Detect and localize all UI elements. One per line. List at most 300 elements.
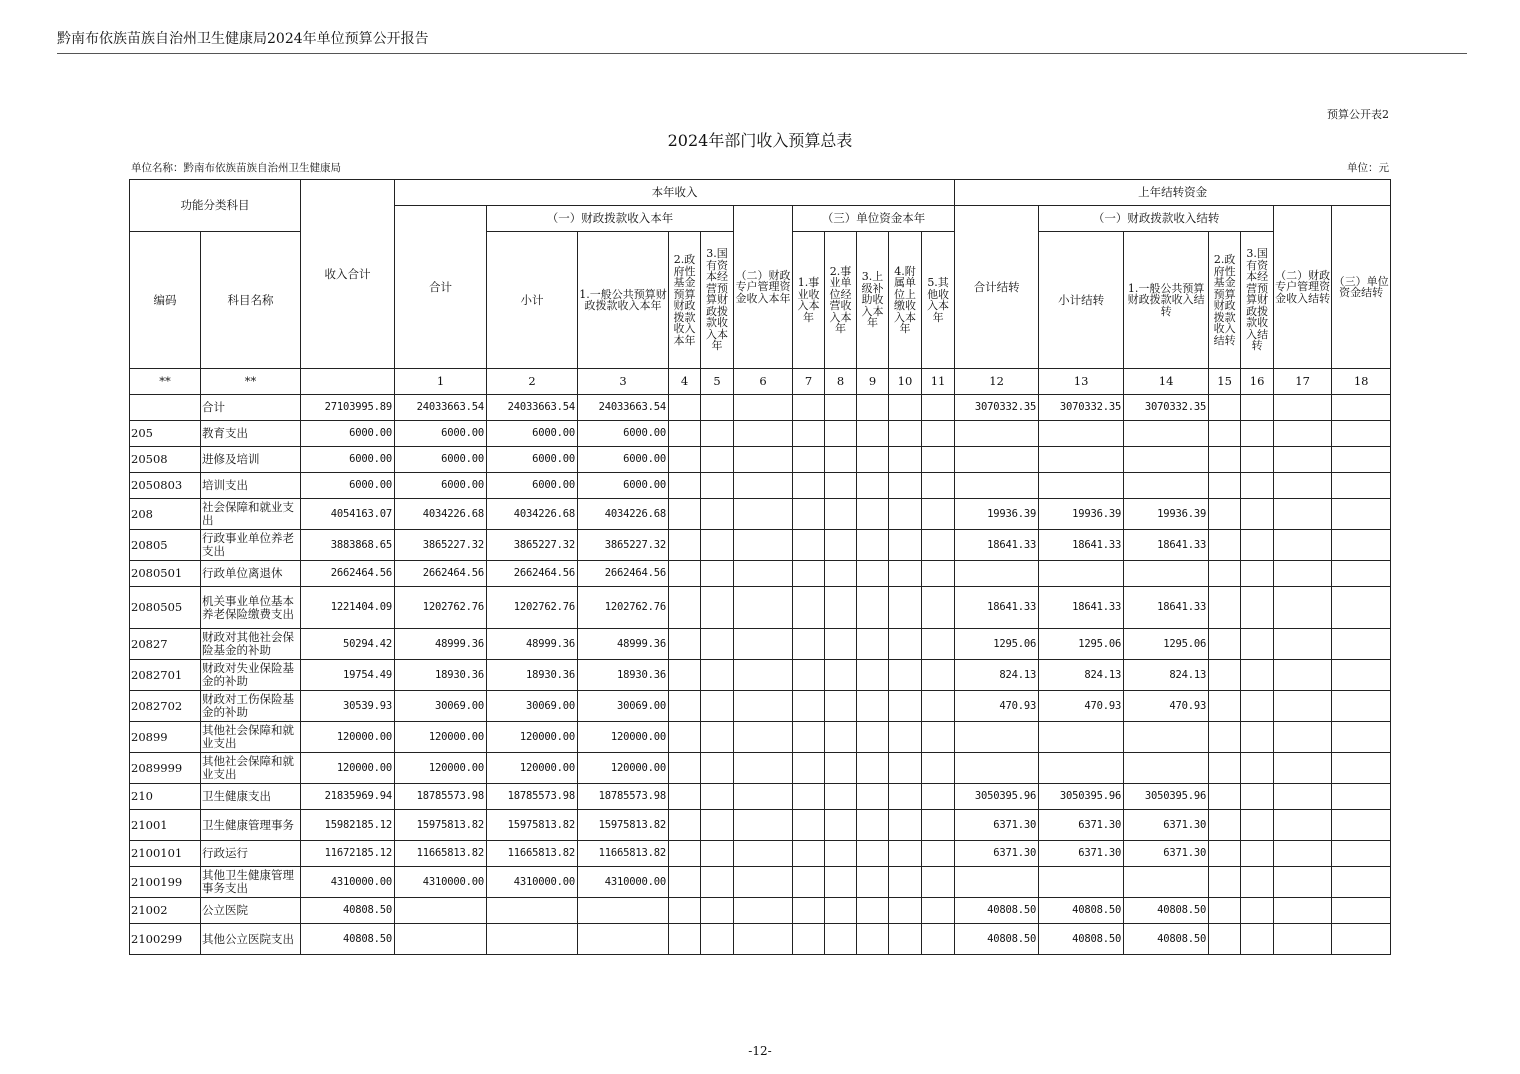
cell-empty (1209, 473, 1241, 499)
cell-empty (1241, 924, 1274, 955)
cell-cy-subtotal: 2662464.56 (487, 561, 578, 587)
cell-empty (669, 421, 701, 447)
cell-co-subtotal: 470.93 (1039, 691, 1124, 722)
cell-code: 2082701 (130, 660, 201, 691)
cell-cy-general: 48999.36 (578, 629, 669, 660)
cell-empty (1274, 530, 1332, 561)
cell-income-total: 11672185.12 (301, 841, 395, 867)
cell-empty (701, 447, 734, 473)
cell-empty (889, 924, 922, 955)
header-cy-unit: （三）单位资金本年 (793, 206, 955, 232)
cell-empty (922, 753, 955, 784)
cell-empty (701, 629, 734, 660)
cell-empty (1332, 898, 1391, 924)
cell-co-subtotal: 3050395.96 (1039, 784, 1124, 810)
cell-code: 20899 (130, 722, 201, 753)
cell-empty (922, 841, 955, 867)
cell-empty (889, 561, 922, 587)
cell-co-subtotal: 824.13 (1039, 660, 1124, 691)
cell-empty (889, 499, 922, 530)
cell-empty (701, 473, 734, 499)
header-co-special: （二）财政专户管理资金收入结转 (1274, 206, 1332, 369)
cell-empty (734, 421, 793, 447)
cell-empty (734, 561, 793, 587)
cell-cy-subtotal: 6000.00 (487, 473, 578, 499)
cell-cy-general: 2662464.56 (578, 561, 669, 587)
cell-empty (734, 784, 793, 810)
cell-code: 2082702 (130, 691, 201, 722)
cell-co-general (1124, 421, 1209, 447)
cell-income-total: 40808.50 (301, 924, 395, 955)
cell-empty (1241, 530, 1274, 561)
cell-cy-total: 4310000.00 (395, 867, 487, 898)
cell-empty (1274, 898, 1332, 924)
table-row (130, 924, 1391, 955)
cell-co-subtotal: 1295.06 (1039, 629, 1124, 660)
cell-empty (1332, 447, 1391, 473)
cell-cy-subtotal: 48999.36 (487, 629, 578, 660)
cell-empty (1332, 691, 1391, 722)
header-cy-unit-2: 2.事业单位经营收入本年 (825, 232, 857, 369)
cell-empty (669, 561, 701, 587)
header-func-category: 功能分类科目 (130, 180, 301, 232)
cell-empty (1241, 499, 1274, 530)
cell-empty (825, 722, 857, 753)
cell-empty (1209, 421, 1241, 447)
cell-empty (922, 691, 955, 722)
cell-empty (1241, 561, 1274, 587)
cell-cy-subtotal: 4034226.68 (487, 499, 578, 530)
cell-empty (825, 629, 857, 660)
index-cell: 8 (825, 369, 857, 395)
cell-code: 20827 (130, 629, 201, 660)
cell-co-subtotal: 40808.50 (1039, 898, 1124, 924)
cell-co-total (955, 722, 1039, 753)
cell-empty (1274, 924, 1332, 955)
cell-empty (889, 447, 922, 473)
table-number: 预算公开表2 (1327, 108, 1389, 121)
cell-cy-total: 30069.00 (395, 691, 487, 722)
cell-name: 行政运行 (201, 841, 301, 867)
cell-empty (793, 561, 825, 587)
cell-empty (1241, 691, 1274, 722)
cell-empty (1332, 753, 1391, 784)
cell-empty (734, 753, 793, 784)
cell-co-general (1124, 722, 1209, 753)
cell-empty (1241, 784, 1274, 810)
cell-empty (889, 629, 922, 660)
table-row (130, 499, 1391, 530)
cell-empty (857, 629, 889, 660)
cell-cy-total (395, 898, 487, 924)
cell-name: 教育支出 (201, 421, 301, 447)
cell-co-subtotal: 19936.39 (1039, 499, 1124, 530)
cell-empty (701, 810, 734, 841)
cell-empty (793, 784, 825, 810)
cell-code (130, 395, 201, 421)
cell-co-total (955, 473, 1039, 499)
cell-co-general (1124, 753, 1209, 784)
cell-empty (1332, 530, 1391, 561)
cell-empty (1274, 395, 1332, 421)
cell-empty (793, 499, 825, 530)
cell-empty (1241, 867, 1274, 898)
page-number: -12- (748, 1044, 772, 1058)
cell-empty (1209, 753, 1241, 784)
cell-empty (857, 841, 889, 867)
cell-code: 2080501 (130, 561, 201, 587)
cell-empty (734, 867, 793, 898)
cell-co-general: 18641.33 (1124, 530, 1209, 561)
cell-empty (857, 587, 889, 629)
cell-empty (857, 499, 889, 530)
cell-cy-subtotal: 15975813.82 (487, 810, 578, 841)
cell-co-subtotal: 18641.33 (1039, 587, 1124, 629)
cell-empty (1274, 691, 1332, 722)
cell-empty (1274, 629, 1332, 660)
cell-empty (669, 629, 701, 660)
header-co-state-capital: 3.国有资本经营预算财政拨款收入结转 (1241, 232, 1274, 369)
cell-cy-general: 4034226.68 (578, 499, 669, 530)
index-cell: 15 (1209, 369, 1241, 395)
cell-income-total: 4310000.00 (301, 867, 395, 898)
cell-empty (825, 447, 857, 473)
cell-empty (793, 587, 825, 629)
header-cy-general: 1.一般公共预算财政拨款收入本年 (578, 232, 669, 369)
cell-code: 2050803 (130, 473, 201, 499)
cell-code: 205 (130, 421, 201, 447)
cell-cy-general: 15975813.82 (578, 810, 669, 841)
cell-co-total (955, 561, 1039, 587)
cell-cy-subtotal: 30069.00 (487, 691, 578, 722)
cell-cy-subtotal: 4310000.00 (487, 867, 578, 898)
cell-empty (701, 660, 734, 691)
table-row (130, 530, 1391, 561)
cell-empty (1332, 722, 1391, 753)
cell-code: 2089999 (130, 753, 201, 784)
cell-cy-total: 1202762.76 (395, 587, 487, 629)
cell-empty (669, 810, 701, 841)
header-co-total: 合计结转 (955, 206, 1039, 369)
cell-empty (734, 587, 793, 629)
cell-empty (857, 530, 889, 561)
cell-empty (1332, 784, 1391, 810)
cell-empty (1209, 867, 1241, 898)
cell-empty (734, 691, 793, 722)
cell-cy-total: 11665813.82 (395, 841, 487, 867)
cell-income-total: 30539.93 (301, 691, 395, 722)
cell-empty (669, 722, 701, 753)
cell-empty (734, 841, 793, 867)
cell-code: 2080505 (130, 587, 201, 629)
cell-empty (734, 660, 793, 691)
cell-empty (922, 447, 955, 473)
header-cy-subtotal: 小计 (487, 232, 578, 369)
cell-name: 财政对工伤保险基金的补助 (201, 691, 301, 722)
cell-co-general: 824.13 (1124, 660, 1209, 691)
index-cell: 10 (889, 369, 922, 395)
cell-co-total (955, 421, 1039, 447)
cell-empty (1241, 447, 1274, 473)
cell-cy-total (395, 924, 487, 955)
cell-cy-general (578, 898, 669, 924)
index-cell: 2 (487, 369, 578, 395)
cell-empty (889, 722, 922, 753)
cell-empty (857, 395, 889, 421)
cell-empty (1274, 561, 1332, 587)
cell-empty (857, 810, 889, 841)
cell-cy-general: 18930.36 (578, 660, 669, 691)
cell-income-total: 120000.00 (301, 722, 395, 753)
index-cell: 3 (578, 369, 669, 395)
cell-empty (734, 898, 793, 924)
cell-empty (1209, 530, 1241, 561)
header-cy-gov-fund: 2.政府性基金预算财政拨款收入本年 (669, 232, 701, 369)
cell-empty (1274, 447, 1332, 473)
cell-empty (889, 587, 922, 629)
cell-empty (701, 753, 734, 784)
cell-empty (857, 784, 889, 810)
cell-empty (825, 660, 857, 691)
cell-empty (1209, 924, 1241, 955)
cell-empty (1332, 561, 1391, 587)
cell-empty (922, 473, 955, 499)
cell-empty (825, 810, 857, 841)
header-current-year: 本年收入 (395, 180, 955, 206)
cell-empty (701, 530, 734, 561)
cell-empty (793, 629, 825, 660)
cell-empty (825, 924, 857, 955)
cell-empty (669, 499, 701, 530)
cell-empty (1209, 810, 1241, 841)
cell-cy-general: 4310000.00 (578, 867, 669, 898)
table-body (130, 395, 1391, 955)
cell-empty (734, 722, 793, 753)
cell-cy-total: 120000.00 (395, 722, 487, 753)
cell-co-general: 470.93 (1124, 691, 1209, 722)
cell-empty (1274, 867, 1332, 898)
cell-empty (1332, 395, 1391, 421)
cell-income-total: 6000.00 (301, 447, 395, 473)
cell-empty (889, 421, 922, 447)
cell-co-total: 40808.50 (955, 924, 1039, 955)
cell-empty (922, 561, 955, 587)
header-cy-special: （二）财政专户管理资金收入本年 (734, 206, 793, 369)
cell-empty (889, 753, 922, 784)
cell-name: 培训支出 (201, 473, 301, 499)
cell-empty (889, 530, 922, 561)
cell-empty (922, 421, 955, 447)
cell-empty (793, 924, 825, 955)
cell-cy-subtotal: 6000.00 (487, 447, 578, 473)
cell-income-total: 1221404.09 (301, 587, 395, 629)
cell-empty (793, 722, 825, 753)
cell-co-general: 1295.06 (1124, 629, 1209, 660)
cell-cy-general: 6000.00 (578, 473, 669, 499)
cell-co-subtotal (1039, 867, 1124, 898)
cell-empty (1209, 898, 1241, 924)
cell-co-total: 19936.39 (955, 499, 1039, 530)
cell-co-general (1124, 447, 1209, 473)
cell-empty (701, 421, 734, 447)
cell-empty (1332, 421, 1391, 447)
cell-co-general: 6371.30 (1124, 810, 1209, 841)
cell-cy-subtotal: 1202762.76 (487, 587, 578, 629)
cell-empty (889, 691, 922, 722)
cell-empty (701, 841, 734, 867)
cell-empty (1209, 499, 1241, 530)
cell-co-subtotal: 18641.33 (1039, 530, 1124, 561)
cell-empty (734, 810, 793, 841)
cell-code: 20508 (130, 447, 201, 473)
table-row (130, 561, 1391, 587)
table-row (130, 473, 1391, 499)
cell-empty (669, 784, 701, 810)
cell-empty (701, 561, 734, 587)
cell-empty (922, 499, 955, 530)
cell-empty (793, 530, 825, 561)
header-name: 科目名称 (201, 232, 301, 369)
index-cell: 17 (1274, 369, 1332, 395)
cell-empty (1332, 810, 1391, 841)
cell-co-subtotal: 40808.50 (1039, 924, 1124, 955)
cell-name: 财政对失业保险基金的补助 (201, 660, 301, 691)
index-row (130, 369, 1391, 395)
cell-name: 其他社会保障和就业支出 (201, 753, 301, 784)
cell-empty (857, 753, 889, 784)
cell-empty (669, 753, 701, 784)
header-co-subtotal: 小计结转 (1039, 232, 1124, 369)
cell-name: 卫生健康管理事务 (201, 810, 301, 841)
table-row (130, 722, 1391, 753)
index-cell: 7 (793, 369, 825, 395)
cell-cy-general: 1202762.76 (578, 587, 669, 629)
cell-cy-total: 3865227.32 (395, 530, 487, 561)
index-cell: 13 (1039, 369, 1124, 395)
cell-code: 21002 (130, 898, 201, 924)
header-cy-unit-5: 5.其他收入本年 (922, 232, 955, 369)
cell-co-general: 19936.39 (1124, 499, 1209, 530)
cell-empty (1209, 841, 1241, 867)
cell-empty (1241, 753, 1274, 784)
cell-cy-subtotal: 120000.00 (487, 753, 578, 784)
cell-cy-total: 15975813.82 (395, 810, 487, 841)
cell-name: 进修及培训 (201, 447, 301, 473)
cell-co-total: 6371.30 (955, 810, 1039, 841)
cell-empty (1209, 722, 1241, 753)
cell-empty (1274, 784, 1332, 810)
header-co-fiscal: （一）财政拨款收入结转 (1039, 206, 1274, 232)
cell-co-total: 18641.33 (955, 587, 1039, 629)
index-cell: 4 (669, 369, 701, 395)
cell-co-subtotal: 6371.30 (1039, 810, 1124, 841)
cell-empty (825, 841, 857, 867)
cell-co-total: 3070332.35 (955, 395, 1039, 421)
cell-co-general (1124, 561, 1209, 587)
cell-cy-total: 18785573.98 (395, 784, 487, 810)
cell-income-total: 50294.42 (301, 629, 395, 660)
cell-cy-general: 30069.00 (578, 691, 669, 722)
header-cy-fiscal: （一）财政拨款收入本年 (487, 206, 734, 232)
header-total-income: 收入合计 (301, 180, 395, 369)
cell-empty (857, 898, 889, 924)
cell-code: 20805 (130, 530, 201, 561)
table-row (130, 447, 1391, 473)
cell-cy-subtotal: 3865227.32 (487, 530, 578, 561)
cell-empty (857, 722, 889, 753)
cell-empty (1209, 784, 1241, 810)
header-cy-total: 合计 (395, 206, 487, 369)
page-header: 黔南布依族苗族自治州卫生健康局2024年单位预算公开报告 (57, 31, 429, 47)
cell-co-total (955, 867, 1039, 898)
cell-empty (1332, 499, 1391, 530)
cell-income-total: 27103995.89 (301, 395, 395, 421)
income-budget-table (129, 179, 1391, 955)
cell-empty (1241, 587, 1274, 629)
cell-co-total: 40808.50 (955, 898, 1039, 924)
table-row (130, 587, 1391, 629)
cell-cy-subtotal: 6000.00 (487, 421, 578, 447)
cell-name: 卫生健康支出 (201, 784, 301, 810)
index-cell: 6 (734, 369, 793, 395)
cell-cy-total: 2662464.56 (395, 561, 487, 587)
cell-empty (1332, 841, 1391, 867)
cell-empty (1332, 660, 1391, 691)
cell-empty (889, 395, 922, 421)
cell-empty (825, 530, 857, 561)
cell-empty (1332, 867, 1391, 898)
cell-empty (1241, 722, 1274, 753)
cell-co-subtotal (1039, 561, 1124, 587)
cell-empty (1241, 660, 1274, 691)
table-row (130, 898, 1391, 924)
cell-empty (793, 691, 825, 722)
cell-empty (793, 810, 825, 841)
cell-name: 社会保障和就业支出 (201, 499, 301, 530)
cell-co-total (955, 753, 1039, 784)
cell-empty (1332, 587, 1391, 629)
cell-empty (1274, 810, 1332, 841)
cell-co-total: 3050395.96 (955, 784, 1039, 810)
cell-empty (734, 530, 793, 561)
cell-empty (793, 473, 825, 499)
header-cy-unit-4: 4.附属单位上缴收入本年 (889, 232, 922, 369)
cell-empty (922, 530, 955, 561)
cell-empty (701, 395, 734, 421)
header-co-general: 1.一般公共预算财政拨款收入结转 (1124, 232, 1209, 369)
cell-cy-general: 6000.00 (578, 447, 669, 473)
cell-empty (1241, 810, 1274, 841)
cell-empty (825, 499, 857, 530)
index-cell: 16 (1241, 369, 1274, 395)
cell-cy-general (578, 924, 669, 955)
header-carryover: 上年结转资金 (955, 180, 1391, 206)
table-row (130, 841, 1391, 867)
cell-empty (825, 473, 857, 499)
table-row (130, 753, 1391, 784)
cell-income-total: 19754.49 (301, 660, 395, 691)
header-co-gov-fund: 2.政府性基金预算财政拨款收入结转 (1209, 232, 1241, 369)
cell-empty (1274, 421, 1332, 447)
cell-empty (793, 395, 825, 421)
cell-income-total: 40808.50 (301, 898, 395, 924)
cell-cy-general: 120000.00 (578, 722, 669, 753)
table-row (130, 629, 1391, 660)
cell-cy-general: 6000.00 (578, 421, 669, 447)
cell-empty (825, 784, 857, 810)
cell-code: 2100199 (130, 867, 201, 898)
cell-empty (701, 722, 734, 753)
